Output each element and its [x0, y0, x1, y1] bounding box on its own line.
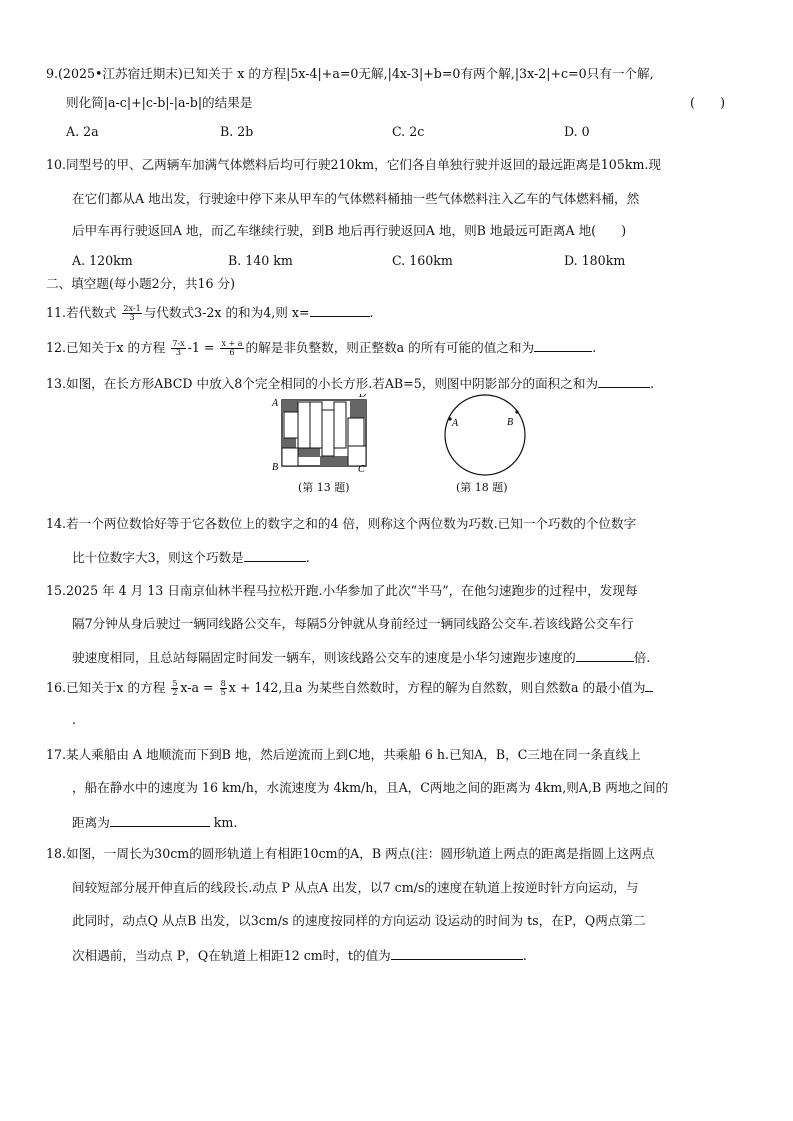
figure-18-caption: (第 18 题)	[456, 481, 508, 494]
q10-option-c: C. 160km	[392, 253, 453, 268]
q12-fraction-1	[171, 340, 185, 357]
q12-prefix: 12.已知关于x 的方程	[46, 340, 166, 355]
q16-fraction-1	[171, 680, 178, 697]
q16-fraction-2	[220, 680, 227, 697]
q12-f2-den: 6	[229, 348, 235, 357]
label-a: A	[272, 398, 279, 409]
label-d: D	[359, 394, 367, 400]
q16-prefix: 16.已知关于x 的方程	[46, 680, 166, 695]
q13-text: 13.如图，在长方形ABCD 中放入8个完全相同的小长方形.若AB=5，则图中阴影部分的面积之和为	[46, 376, 599, 391]
q10-option-d: D. 180km	[564, 253, 626, 268]
q15-line1: 15.2025 年 4 月 13 日南京仙林半程马拉松开跑.小华参加了此次“半马”，在他匀速跑步的过程中，发现每	[46, 583, 638, 598]
q11-fraction	[122, 305, 141, 322]
q17-unit: km.	[209, 815, 238, 830]
q15-end: 倍.	[633, 650, 651, 665]
q18-line1: 18.如图，一周长为30cm的圆形轨道上有相距10cm的A，B 两点(注：圆形轨道上两点的距离是指圆上这两点	[46, 846, 655, 861]
q10-option-a: A. 120km	[72, 253, 133, 268]
q16-end: .	[72, 712, 77, 727]
q12-end: .	[592, 340, 597, 355]
circle-label-b: B	[507, 417, 514, 428]
q9-option-d: D. 0	[564, 124, 590, 139]
q11-frac-den: 3	[129, 313, 135, 322]
q10-line2: 在它们都从A 地出发，行驶途中停下来从甲车的气体燃料桶抽一些气体燃料注入乙车的气体燃料桶，然	[72, 191, 640, 206]
q11-line	[46, 304, 374, 322]
q9-line1: 9.(2025•江苏宿迁期末)已知关于 x 的方程|5x-4|+a=0无解,|4x-3|+b=0有两个解,|3x-2|+c=0只有一个解,	[46, 66, 654, 81]
figure-13-svg	[268, 394, 368, 472]
q12-f1-num: 7-x	[172, 339, 185, 348]
q15-text: 驶速度相同，且总站每隔固定时间发一辆车，则该线路公交车的速度是小华匀速跑步速度的	[72, 650, 576, 665]
section-heading: 二、填空题(每小题2分，共16 分)	[46, 276, 235, 291]
q9-answer-paren: ( )	[690, 95, 726, 110]
q14-text: 比十位数字大3，则这个巧数是	[72, 550, 244, 565]
q16-line	[46, 679, 653, 697]
q17-text: 距离为	[72, 815, 110, 830]
q11-answer-blank[interactable]	[310, 304, 370, 317]
label-b: B	[272, 462, 279, 472]
figure-18-circle	[440, 392, 530, 478]
q18-text: 次相遇前，当动点 P，Q在轨道上相距12 cm时，t的值为	[72, 948, 391, 963]
q14-end: .	[305, 550, 310, 565]
q16-mid: x-a =	[180, 680, 214, 695]
q17-line3	[72, 814, 237, 831]
q12-f2-num: x + a	[221, 339, 243, 348]
q10-option-b: B. 140 km	[228, 253, 293, 268]
q11-end: .	[369, 305, 374, 320]
q10-line3: 后甲车再行驶返回A 地，而乙车继续行驶，到B 地后再行驶返回A 地，则B 地最远可距离A 地( )	[72, 223, 627, 238]
q18-line2: 间较短部分展开伸直后的线段长.动点 P 从点A 出发，以7 cm/s的速度在轨道上按逆时针方向运动，与	[72, 880, 639, 895]
q16-f2-num: 8	[220, 679, 226, 688]
q16-f1-num: 5	[172, 679, 178, 688]
q18-line3: 此同时，动点Q 从点B 出发，以3cm/s 的速度按同样的方向运动 设运动的时间为 ts，在P，Q两点第二	[72, 913, 646, 928]
figure-13-caption: (第 13 题)	[298, 481, 350, 494]
q9-option-c: C. 2c	[392, 124, 425, 139]
q11-frac-num: 2x-1	[123, 304, 141, 313]
q17-line2: ，船在静水中的速度为 16 km/h，水流速度为 4km/h，且A，C两地之间的距离为 4km,则A,B 两地之间的	[72, 780, 669, 795]
q15-answer-blank[interactable]	[576, 649, 634, 662]
q16-f2-den: 5	[220, 688, 226, 697]
q11-suffix: 与代数式3-2x 的和为4,则 x=	[143, 305, 310, 320]
q9-option-a: A. 2a	[66, 124, 99, 139]
q16-f1-den: 2	[172, 688, 178, 697]
q12-answer-blank[interactable]	[534, 339, 592, 352]
figure-18-svg	[440, 392, 530, 478]
q13-end: .	[650, 376, 655, 391]
q15-line2: 隔7分钟从身后驶过一辆同线路公交车，每隔5分钟就从身前经过一辆同线路公交车.若该线路公交车行	[72, 616, 634, 631]
label-c: C	[358, 464, 365, 472]
q15-line3	[72, 649, 650, 666]
figure-13-rectangle	[268, 394, 368, 472]
q11-prefix: 11.若代数式	[46, 305, 117, 320]
q12-fraction-2	[220, 340, 243, 357]
q13-line	[46, 375, 654, 392]
q16-answer-blank[interactable]	[645, 679, 653, 692]
q12-f1-den: 3	[175, 348, 182, 357]
q16-suffix: x + 142,且a 为某些自然数时，方程的解为自然数，则自然数a 的最小值为	[228, 680, 646, 695]
q18-end: .	[522, 948, 527, 963]
q9-option-b: B. 2b	[220, 124, 254, 139]
q13-answer-blank[interactable]	[598, 375, 650, 388]
circle-label-a: A	[452, 418, 459, 429]
q12-line	[46, 339, 596, 357]
q14-line1: 14.若一个两位数恰好等于它各数位上的数字之和的4 倍，则称这个两位数为巧数.已知一个巧数的个位数字	[46, 516, 637, 531]
q9-line2: 则化简|a-c|+|c-b|-|a-b|的结果是	[66, 95, 253, 110]
q12-mid: -1 =	[187, 340, 215, 355]
q12-suffix: 的解是非负整数，则正整数a 的所有可能的值之和为	[245, 340, 535, 355]
q14-answer-blank[interactable]	[244, 549, 306, 562]
q18-line4	[72, 947, 527, 964]
q18-answer-blank[interactable]	[391, 947, 523, 960]
q17-line1: 17.某人乘船由 A 地顺流而下到B 地，然后逆流而上到C地，共乘船 6 h.已知A，B，C三地在同一条直线上	[46, 747, 641, 762]
q17-answer-blank[interactable]	[110, 814, 210, 827]
q14-line2	[72, 549, 310, 566]
q10-line1: 10.同型号的甲、乙两辆车加满气体燃料后均可行驶210km，它们各自单独行驶并返回的最远距离是105km.现	[46, 157, 662, 172]
